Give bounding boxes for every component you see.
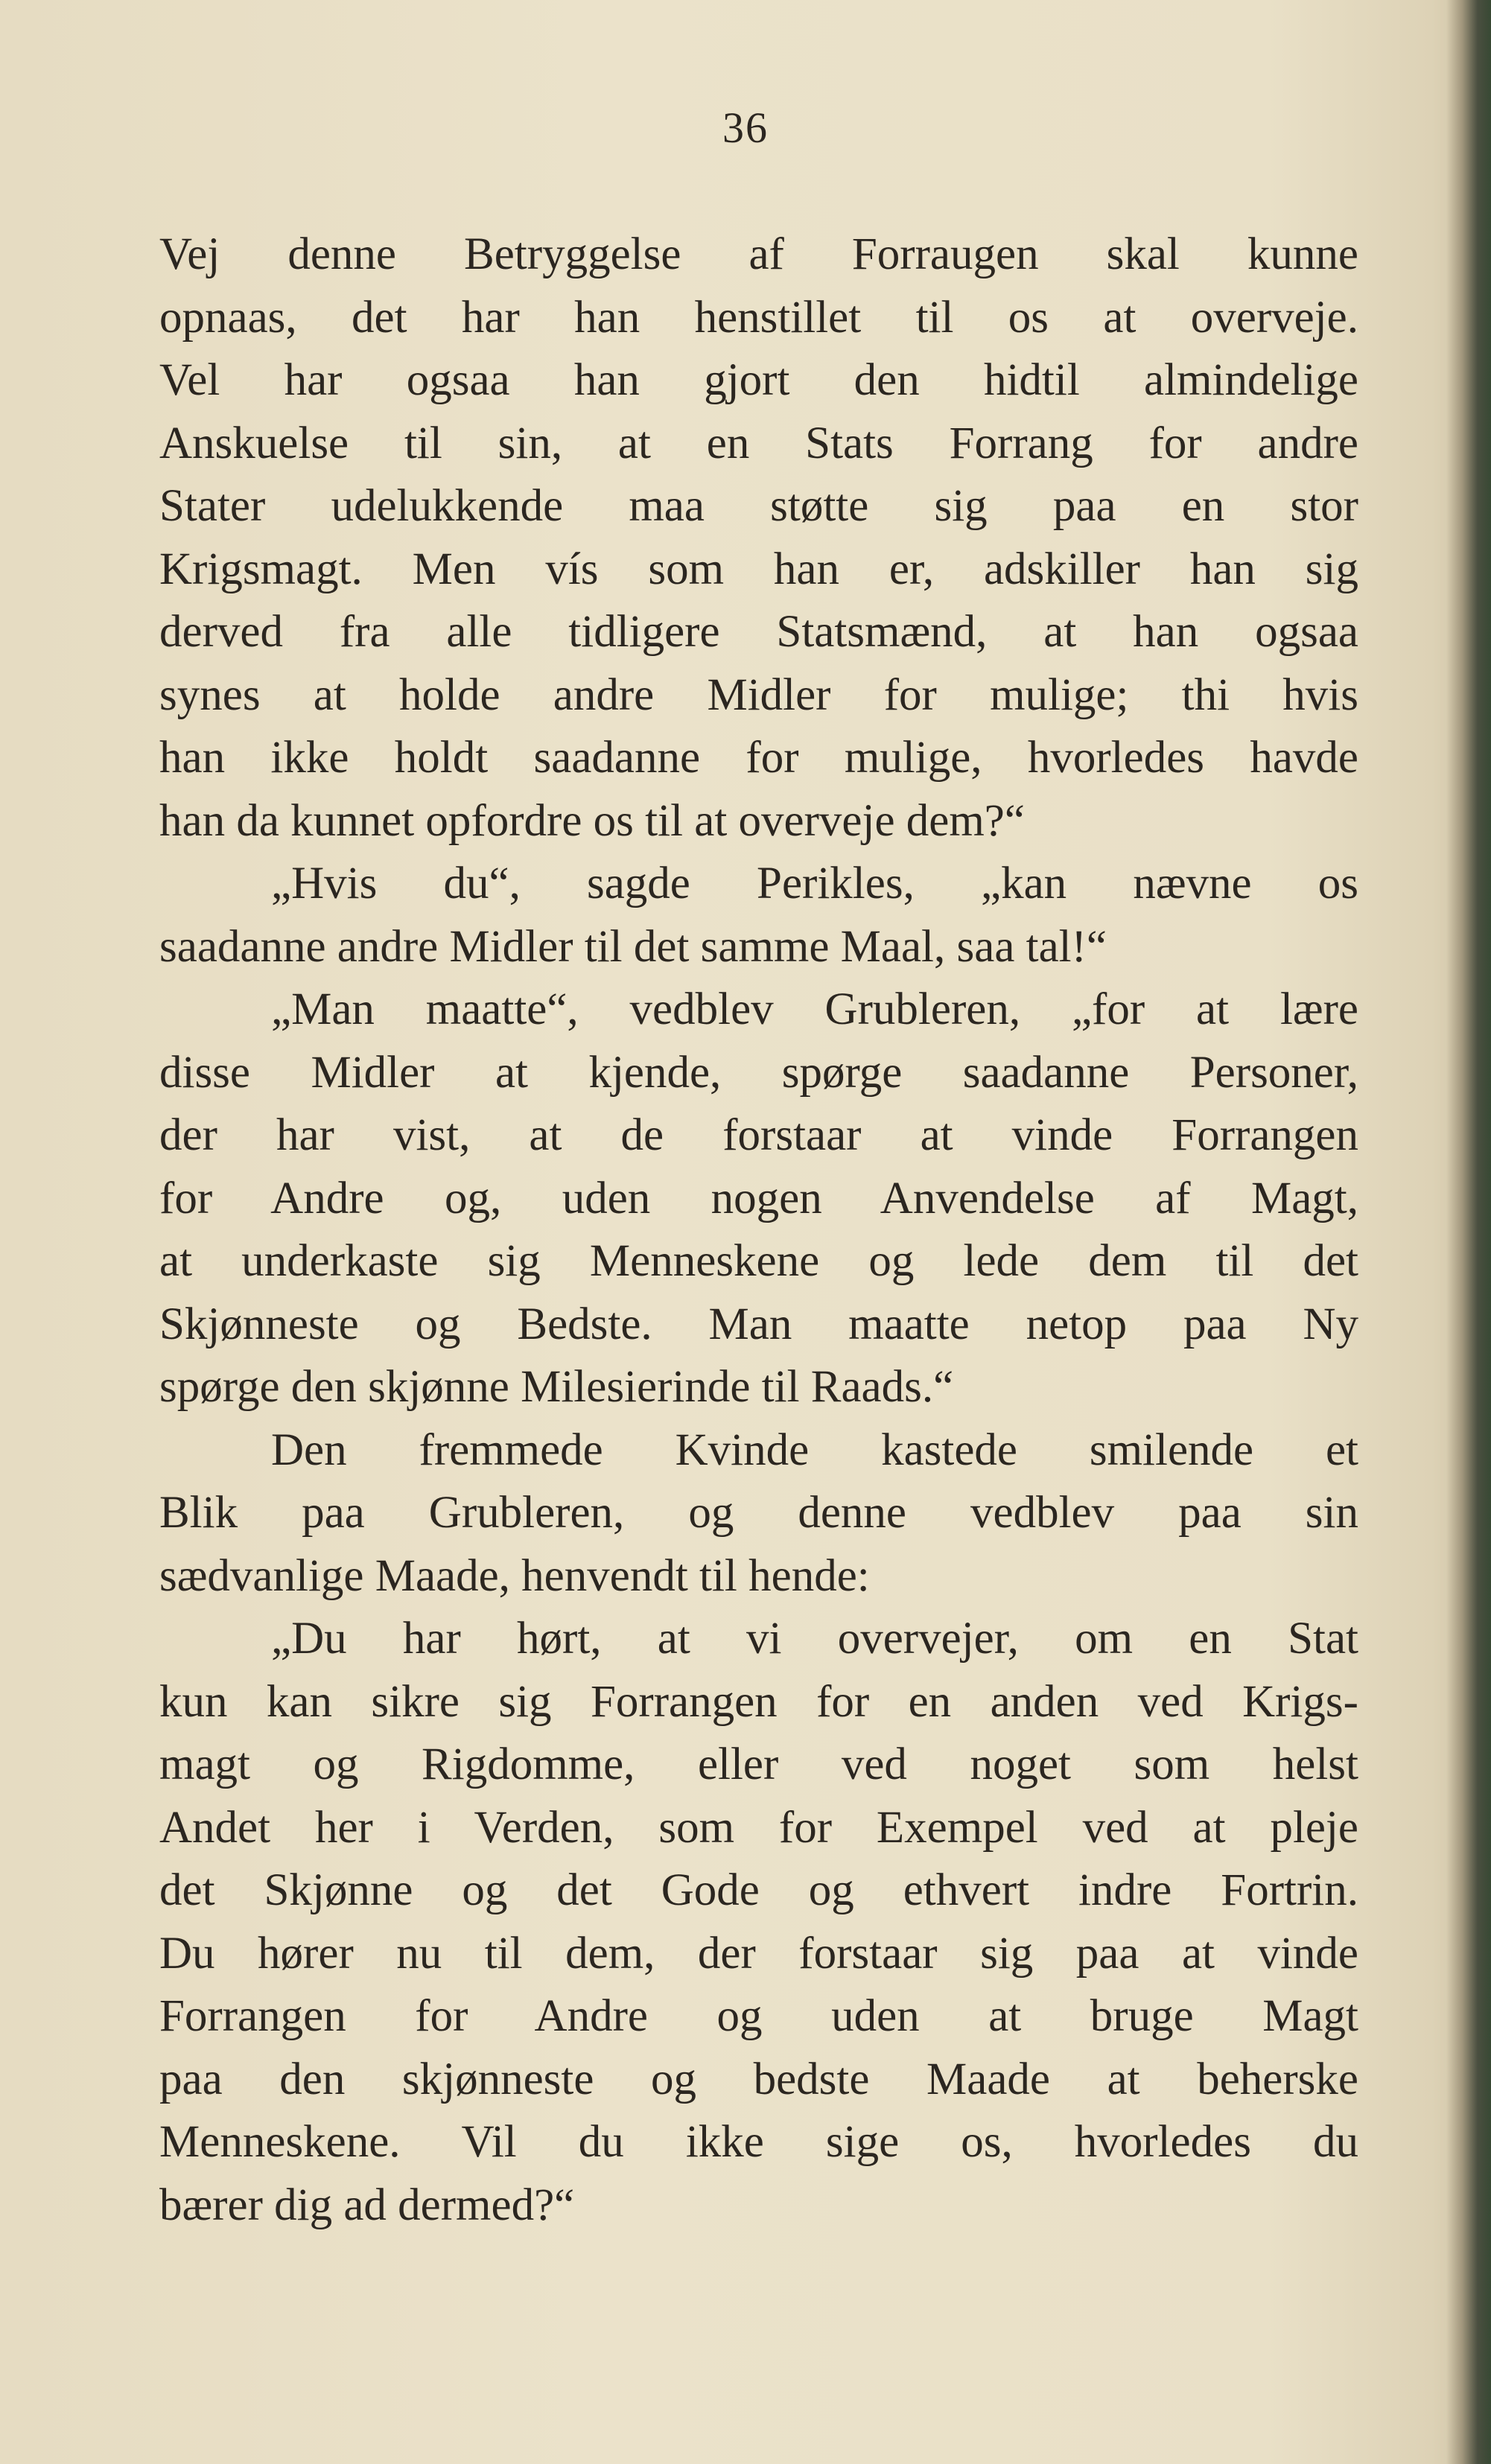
text-line: Menneskene. Vil du ikke sige os, hvorledes du xyxy=(159,2117,1358,2167)
text-line: opnaas, det har han henstillet til os at overveje. xyxy=(159,292,1358,343)
text-line: spørge den skjønne Milesierinde til Raads.“ xyxy=(159,1362,954,1412)
text-line: saadanne andre Midler til det samme Maal, saa tal!“ xyxy=(159,921,1107,972)
text-line: han da kunnet opfordre os til at overveje dem?“ xyxy=(159,795,1025,846)
page-edge-shadow xyxy=(1446,0,1491,2464)
text-line: Du hører nu til dem, der forstaar sig paa at vinde xyxy=(159,1928,1358,1978)
text-line: Blik paa Grubleren, og denne vedblev paa sin xyxy=(159,1488,1358,1538)
body-text xyxy=(159,223,1358,2237)
text-line: disse Midler at kjende, spørge saadanne Personer, xyxy=(159,1047,1358,1098)
text-line: bærer dig ad dermed?“ xyxy=(159,2180,575,2230)
text-line: han ikke holdt saadanne for mulige, hvorledes havde xyxy=(159,733,1358,783)
page-number: 36 xyxy=(722,104,769,152)
text-line: at underkaste sig Menneskene og lede dem til det xyxy=(159,1236,1358,1286)
text-line: Den fremmede Kvinde kastede smilende et xyxy=(271,1424,1358,1475)
text-line: Forrangen for Andre og uden at bruge Magt xyxy=(159,1991,1358,2041)
text-line: der har vist, at de forstaar at vinde Forrangen xyxy=(159,1110,1358,1160)
text-line: „Hvis du“, sagde Perikles, „kan nævne os xyxy=(271,859,1358,908)
text-line: synes at holde andre Midler for mulige; thi hvis xyxy=(159,669,1358,720)
text-line: for Andre og, uden nogen Anvendelse af Magt, xyxy=(159,1173,1358,1223)
text-line: Vel har ogsaa han gjort den hidtil almindelige xyxy=(159,355,1358,405)
text-line: derved fra alle tidligere Statsmænd, at han ogsaa xyxy=(159,607,1358,657)
text-line: Skjønneste og Bedste. Man maatte netop paa Ny xyxy=(159,1299,1358,1349)
text-line: Anskuelse til sin, at en Stats Forrang for andre xyxy=(159,418,1358,468)
text-line: det Skjønne og det Gode og ethvert indre Fortrin. xyxy=(159,1865,1358,1915)
text-line: magt og Rigdomme, eller ved noget som helst xyxy=(159,1739,1358,1789)
text-line: kun kan sikre sig Forrangen for en anden ved Krigs- xyxy=(159,1676,1358,1727)
text-line: Krigsmagt. Men vís som han er, adskiller han sig xyxy=(159,544,1358,594)
text-line: Andet her i Verden, som for Exempel ved at pleje xyxy=(159,1802,1358,1853)
text-line: „Du har hørt, at vi overvejer, om en Stat xyxy=(271,1614,1358,1664)
text-line: paa den skjønneste og bedste Maade at beherske xyxy=(159,2054,1358,2104)
text-line: Vej denne Betryggelse af Forraugen skal kunne xyxy=(159,229,1358,279)
text-line: Stater udelukkende maa støtte sig paa en stor xyxy=(159,481,1358,531)
text-line: „Man maatte“, vedblev Grubleren, „for at lære xyxy=(271,984,1358,1034)
text-line: sædvanlige Maade, henvendt til hende: xyxy=(159,1550,870,1601)
